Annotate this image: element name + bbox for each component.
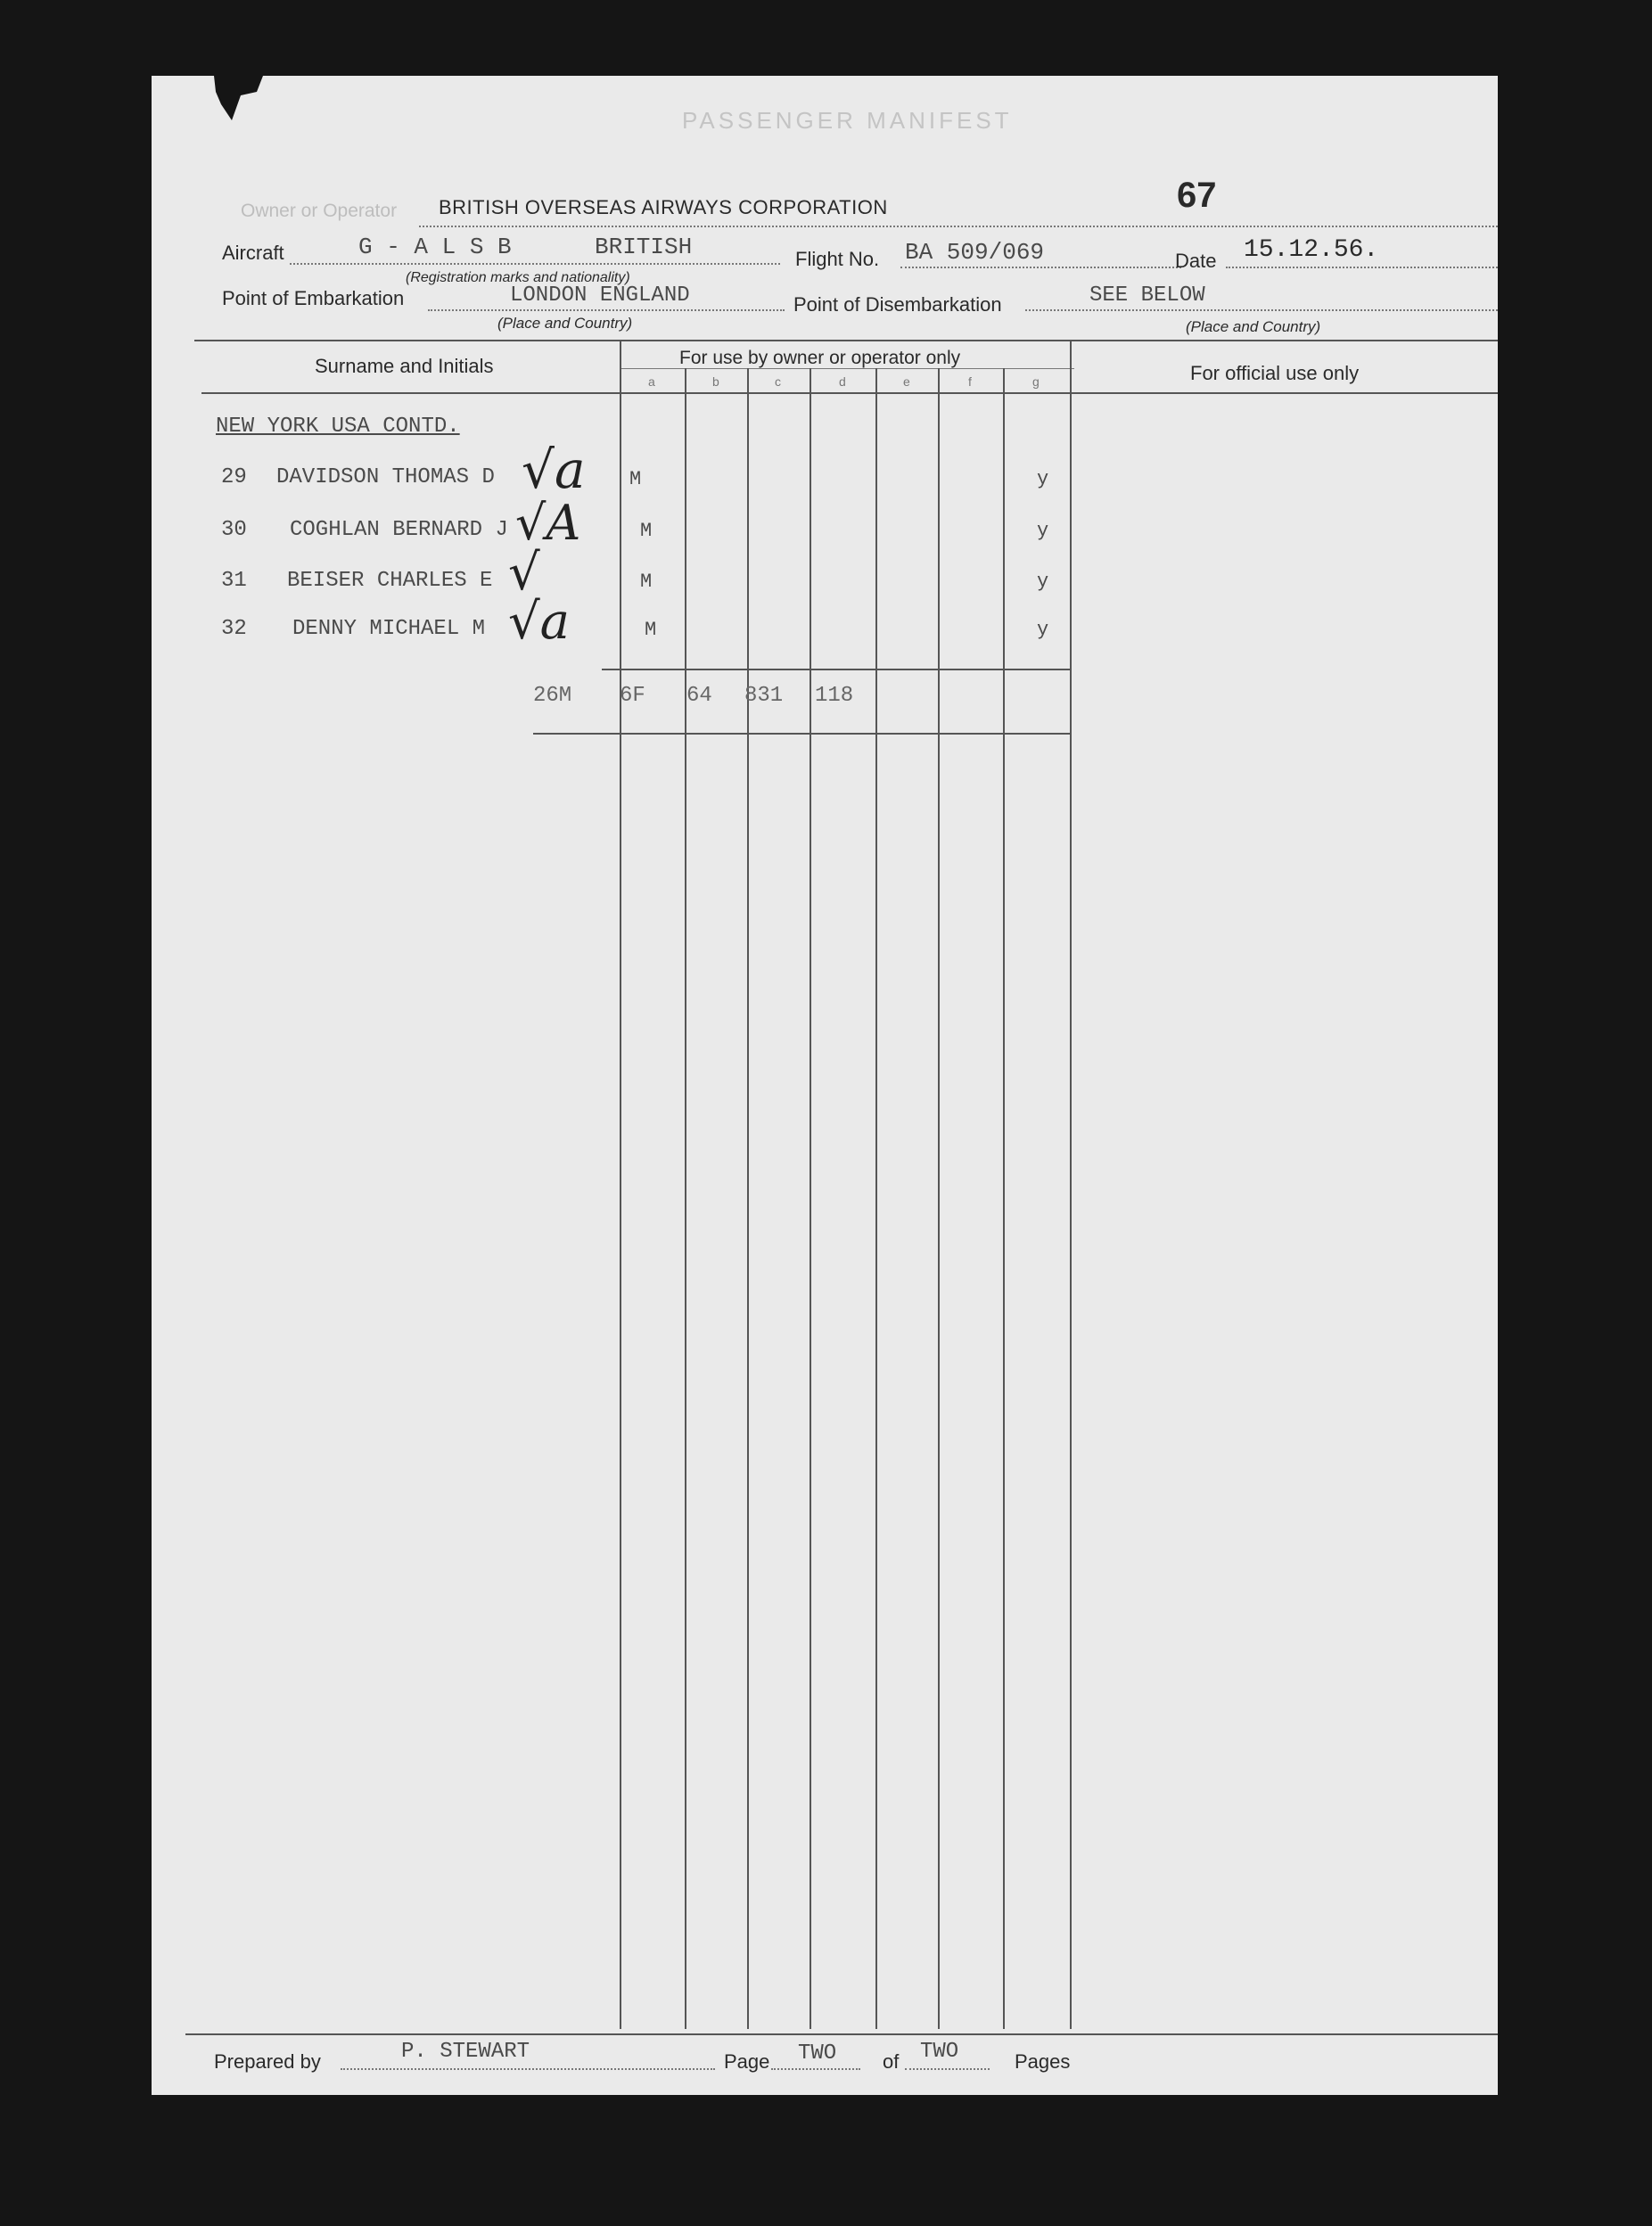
column-divider-d — [810, 368, 811, 2029]
aircraft-nationality: BRITISH — [595, 234, 693, 260]
row-number: 29 — [221, 465, 247, 489]
passenger-name: DAVIDSON THOMAS D — [276, 465, 495, 489]
page-number: 67 — [1177, 176, 1217, 215]
totals-bottom-line — [533, 733, 1070, 735]
column-divider-a — [620, 341, 621, 2029]
row-number: 31 — [221, 569, 247, 593]
passenger-name: DENNY MICHAEL M — [292, 617, 486, 641]
date-value: 15.12.56. — [1244, 236, 1379, 264]
disembarkation-dotted-line — [1025, 309, 1498, 311]
disembarkation-label: Point of Disembarkation — [793, 293, 1002, 316]
operator-name: BRITISH OVERSEAS AIRWAYS CORPORATION — [439, 196, 888, 218]
totals-top-line — [602, 669, 1070, 670]
column-letter-f: f — [968, 374, 972, 389]
flight-label: Flight No. — [795, 248, 880, 270]
check-mark: √A — [515, 495, 581, 551]
totals-column-c: 831 — [744, 684, 784, 708]
check-mark: √a — [508, 593, 571, 651]
aircraft-dotted-line — [290, 263, 780, 265]
prepared-by-value: P. STEWART — [401, 2040, 530, 2064]
of-label: of — [883, 2050, 900, 2073]
pages-label: Pages — [1015, 2050, 1071, 2073]
column-g-value: y — [1037, 619, 1049, 641]
flight-dotted-line — [900, 267, 1181, 268]
operator-dotted-line — [419, 226, 1498, 227]
passenger-name: BEISER CHARLES E — [287, 569, 493, 593]
column-a-value: M — [640, 571, 653, 593]
aircraft-label: Aircraft — [222, 242, 284, 264]
table-header-bottom-line — [201, 392, 1498, 394]
prepared-by-label: Prepared by — [214, 2050, 321, 2073]
date-label: Date — [1175, 250, 1217, 272]
embarkation-value: LONDON ENGLAND — [510, 283, 690, 308]
aircraft-registration: G - A L S B — [358, 234, 512, 260]
embarkation-dotted-line — [428, 309, 785, 311]
flight-number: BA 509/069 — [905, 239, 1045, 266]
page-value: TWO — [798, 2041, 837, 2066]
official-column-divider — [1070, 341, 1072, 2029]
column-a-value: M — [645, 619, 657, 641]
embarkation-caption: (Place and Country) — [497, 315, 633, 332]
column-letter-d: d — [839, 374, 846, 389]
row-number: 30 — [221, 518, 247, 542]
totals-column-a: 6F — [620, 684, 645, 708]
of-pages-dotted-line — [905, 2068, 990, 2070]
column-divider-f — [938, 368, 940, 2029]
column-divider-c — [747, 368, 749, 2029]
check-mark: √a — [522, 439, 586, 500]
column-g-value: y — [1037, 520, 1049, 542]
column-a-value: M — [629, 468, 642, 490]
manifest-page — [152, 76, 1498, 2095]
faded-title: PASSENGER MANIFEST — [682, 107, 1013, 134]
column-g-value: y — [1037, 571, 1049, 593]
column-g-value: y — [1037, 468, 1049, 490]
disembarkation-value: SEE BELOW — [1089, 283, 1205, 308]
section-title: NEW YORK USA CONTD. — [216, 415, 460, 439]
totals-column-d: 118 — [815, 684, 854, 708]
table-top-line — [194, 340, 1498, 341]
column-divider-e — [875, 368, 877, 2029]
passenger-name: COGHLAN BERNARD J — [290, 518, 508, 542]
page-label: Page — [724, 2050, 770, 2073]
totals-label: 26M — [533, 684, 572, 708]
column-letter-c: c — [775, 374, 781, 389]
operator-column-header: For use by owner or operator only — [679, 348, 961, 368]
column-letter-e: e — [903, 374, 910, 389]
column-letter-g: g — [1032, 374, 1040, 389]
column-letter-b: b — [712, 374, 719, 389]
totals-column-b: 64 — [686, 684, 712, 708]
name-column-header: Surname and Initials — [315, 355, 494, 377]
column-divider-b — [685, 368, 686, 2029]
row-number: 32 — [221, 617, 247, 641]
embarkation-label: Point of Embarkation — [222, 287, 405, 309]
official-column-header: For official use only — [1190, 362, 1360, 384]
column-a-value: M — [640, 520, 653, 542]
prepared-by-dotted-line — [341, 2068, 715, 2070]
operator-label: Owner or Operator — [241, 201, 398, 221]
footer-top-line — [185, 2033, 1498, 2035]
torn-corner-mark — [214, 76, 267, 125]
date-dotted-line — [1226, 267, 1498, 268]
column-letter-a: a — [648, 374, 655, 389]
page-dotted-line — [771, 2068, 860, 2070]
registration-caption: (Registration marks and nationality) — [406, 270, 630, 285]
column-divider-g — [1003, 368, 1005, 2029]
disembarkation-caption: (Place and Country) — [1186, 318, 1321, 335]
of-pages-value: TWO — [920, 2040, 959, 2064]
check-mark: √ — [508, 544, 540, 602]
